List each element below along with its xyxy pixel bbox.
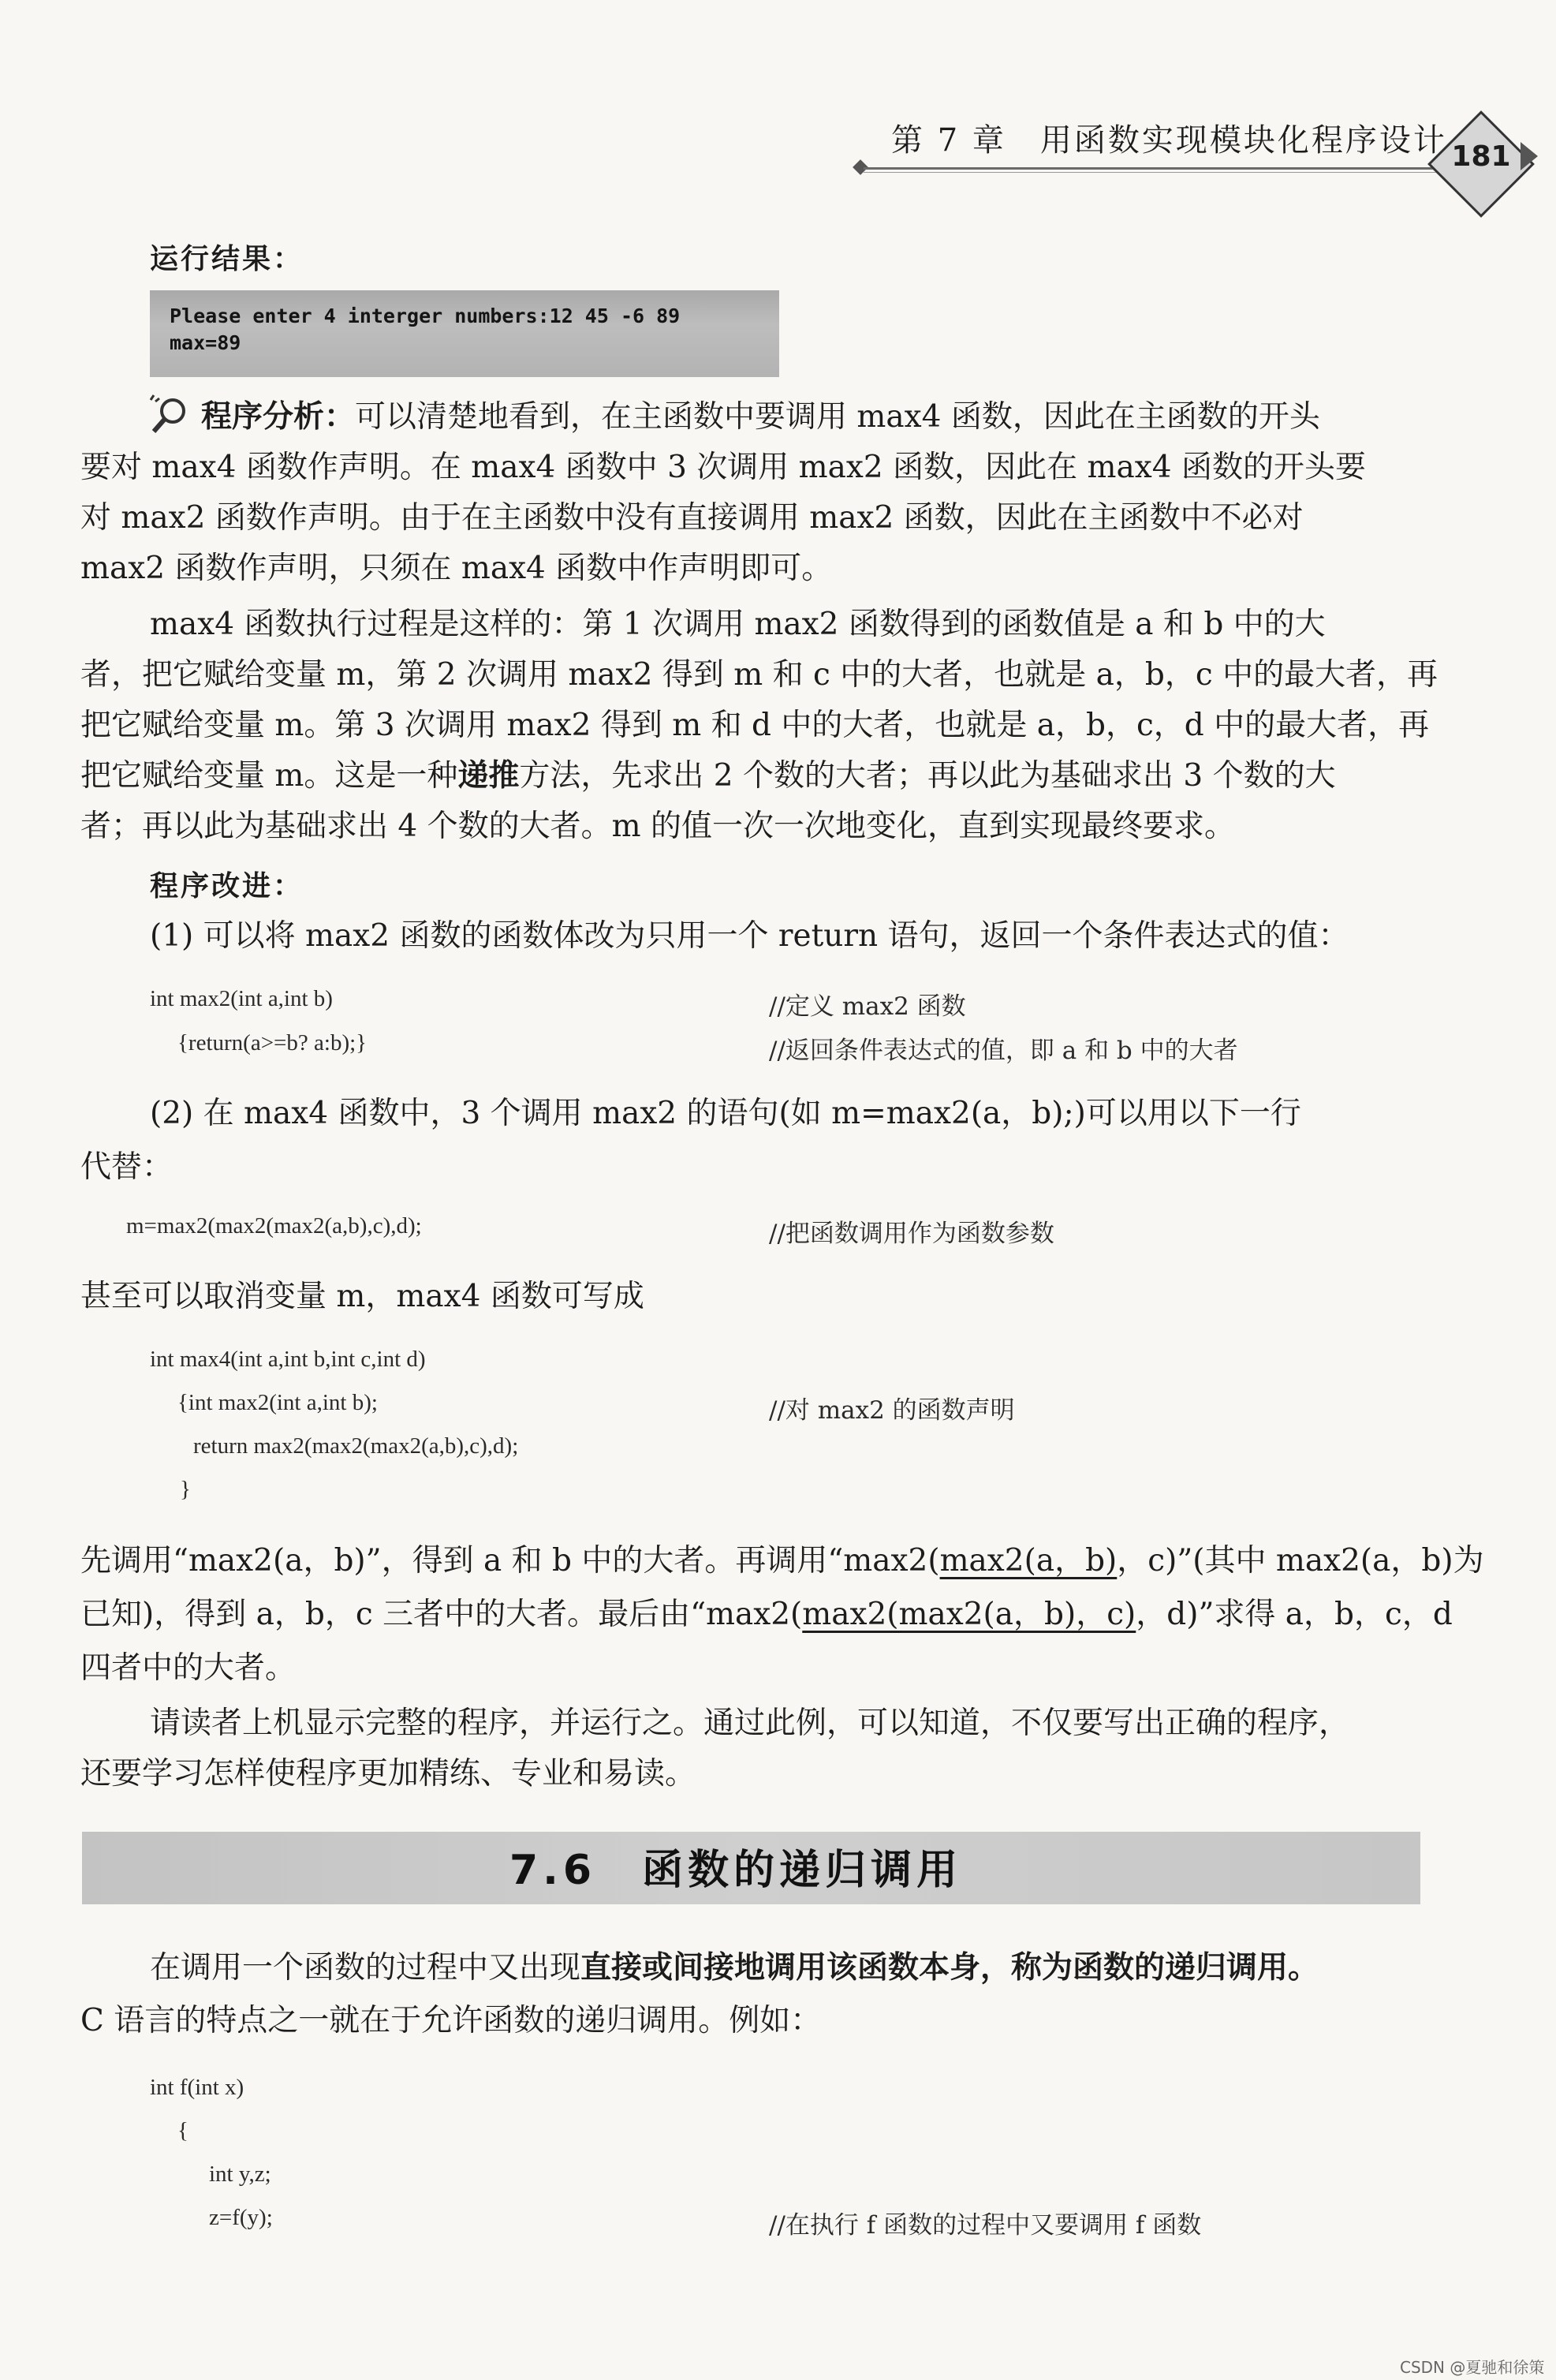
improve-item-2-line-1: (2) 在 max4 函数中，3 个调用 max2 的语句(如 m=max2(a，b);)可以用以下一行	[150, 1096, 1301, 1131]
explain-line-3: 四者中的大者。	[80, 1650, 297, 1686]
analysis-line-2: 要对 max4 函数作声明。在 max4 函数中 3 次调用 max2 函数，因此在 max4 函数的开头要	[80, 450, 1366, 485]
code-comment: //把函数调用作为函数参数	[769, 1220, 1054, 1248]
code-line: int max4(int a,int b,int c,int d)	[150, 1347, 426, 1372]
improve-item-1: (1) 可以将 max2 函数的函数体改为只用一个 return 语句，返回一个条件表达式的值：	[150, 918, 1349, 954]
header-rule	[864, 167, 1463, 170]
code-line: int f(int x)	[150, 2075, 244, 2100]
analysis-line-3: 对 max2 函数作声明。由于在主函数中没有直接调用 max2 函数，因此在主函数中不必对	[80, 500, 1304, 536]
code-comment: //在执行 f 函数的过程中又要调用 f 函数	[769, 2211, 1202, 2240]
code-line: {return(a>=b? a:b);}	[177, 1030, 368, 1055]
explain-line-2	[80, 1590, 1453, 1640]
section-title: 7.6 函数的递归调用	[509, 1847, 963, 1894]
improve-item-2-line-2: 代替：	[80, 1149, 174, 1185]
code-line: z=f(y);	[209, 2205, 273, 2230]
chapter-header-title: 第 7 章 用函数实现模块化程序设计	[891, 122, 1447, 159]
section-heading-band	[82, 1832, 1420, 1904]
recursion-definition-bold: 直接或间接地调用该函数本身，称为函数的递归调用。	[580, 1950, 1319, 1986]
code-comment: //返回条件表达式的值，即 a 和 b 中的大者	[769, 1037, 1238, 1065]
process-line-2: 者，把它赋给变量 m，第 2 次调用 max2 得到 m 和 c 中的大者，也就是 a，b，c 中的最大者，再	[80, 657, 1438, 693]
magnifier-icon	[146, 390, 193, 438]
process-line-5: 者；再以此为基础求出 4 个数的大者。m 的值一次一次地变化，直到实现最终要求。	[80, 809, 1235, 844]
code-line: {	[177, 2118, 188, 2143]
recursion-line-1	[150, 1943, 1491, 1993]
keyword-recursion-bold: 递推	[457, 758, 520, 794]
analysis-lead: 程序分析：	[201, 399, 356, 435]
code-comment: //对 max2 的函数声明	[769, 1396, 1015, 1425]
explain-line-4: 请读者上机显示完整的程序，并运行之。通过此例，可以知道，不仅要写出正确的程序，	[150, 1706, 1350, 1741]
process-line-3: 把它赋给变量 m。第 3 次调用 max2 得到 m 和 d 中的大者，也就是 a，b，c，d 中的最大者，再	[80, 708, 1430, 743]
process-text: 把它赋给变量 m。这是一种	[80, 758, 458, 794]
code-line: }	[180, 1477, 191, 1502]
process-line-1: max4 函数执行过程是这样的：第 1 次调用 max2 函数得到的函数值是 a 和 b 中的大	[150, 607, 1326, 642]
analysis-text: 可以清楚地看到，在主函数中要调用 max4 函数，因此在主函数的开头	[355, 399, 1320, 435]
underlined-expression: max2(a，b)	[939, 1543, 1118, 1579]
process-line-4	[80, 751, 1421, 801]
explain-text: ，c)”(其中 max2(a，b)为	[1117, 1543, 1484, 1579]
improve-item-3: 甚至可以取消变量 m，max4 函数可写成	[80, 1279, 644, 1314]
code-line: int max2(int a,int b)	[150, 986, 333, 1011]
code-comment: //定义 max2 函数	[769, 992, 966, 1021]
recursion-line-2: C 语言的特点之一就在于允许函数的递归调用。例如：	[80, 2003, 822, 2038]
process-text: 方法，先求出 2 个数的大者；再以此为基础求出 3 个数的大	[519, 758, 1336, 794]
console-line: max=89	[170, 331, 241, 354]
explain-text: ，d)”求得 a，b，c，d	[1136, 1597, 1453, 1632]
watermark: CSDN @夏驰和徐策	[1400, 2358, 1545, 2377]
analysis-line-4: max2 函数作声明，只须在 max4 函数中作声明即可。	[80, 551, 833, 586]
code-line: {int max2(int a,int b);	[177, 1390, 378, 1415]
explain-line-1	[80, 1536, 1484, 1586]
console-output-box	[150, 290, 779, 377]
code-line: int y,z;	[209, 2161, 271, 2187]
header-rule-thin	[864, 172, 1463, 173]
explain-text: 先调用“max2(a，b)”，得到 a 和 b 中的大者。再调用“max2(	[80, 1543, 940, 1579]
recursion-text: 在调用一个函数的过程中又出现	[150, 1950, 581, 1986]
improve-label: 程序改进：	[150, 870, 304, 902]
header-arrow-icon	[1521, 142, 1538, 170]
explain-line-5: 还要学习怎样使程序更加精练、专业和易读。	[80, 1756, 696, 1792]
code-line: return max2(max2(max2(a,b),c),d);	[193, 1433, 519, 1459]
page-number: 181	[1451, 140, 1511, 173]
explain-text: 已知)，得到 a，b，c 三者中的大者。最后由“max2(	[80, 1597, 803, 1632]
code-line: m=max2(max2(max2(a,b),c),d);	[126, 1213, 422, 1239]
console-line: Please enter 4 interger numbers:12 45 -6 89	[170, 305, 681, 327]
run-result-label: 运行结果：	[150, 243, 304, 275]
underlined-expression: max2(max2(a，b)，c)	[802, 1597, 1136, 1632]
analysis-line-1	[201, 392, 1542, 443]
